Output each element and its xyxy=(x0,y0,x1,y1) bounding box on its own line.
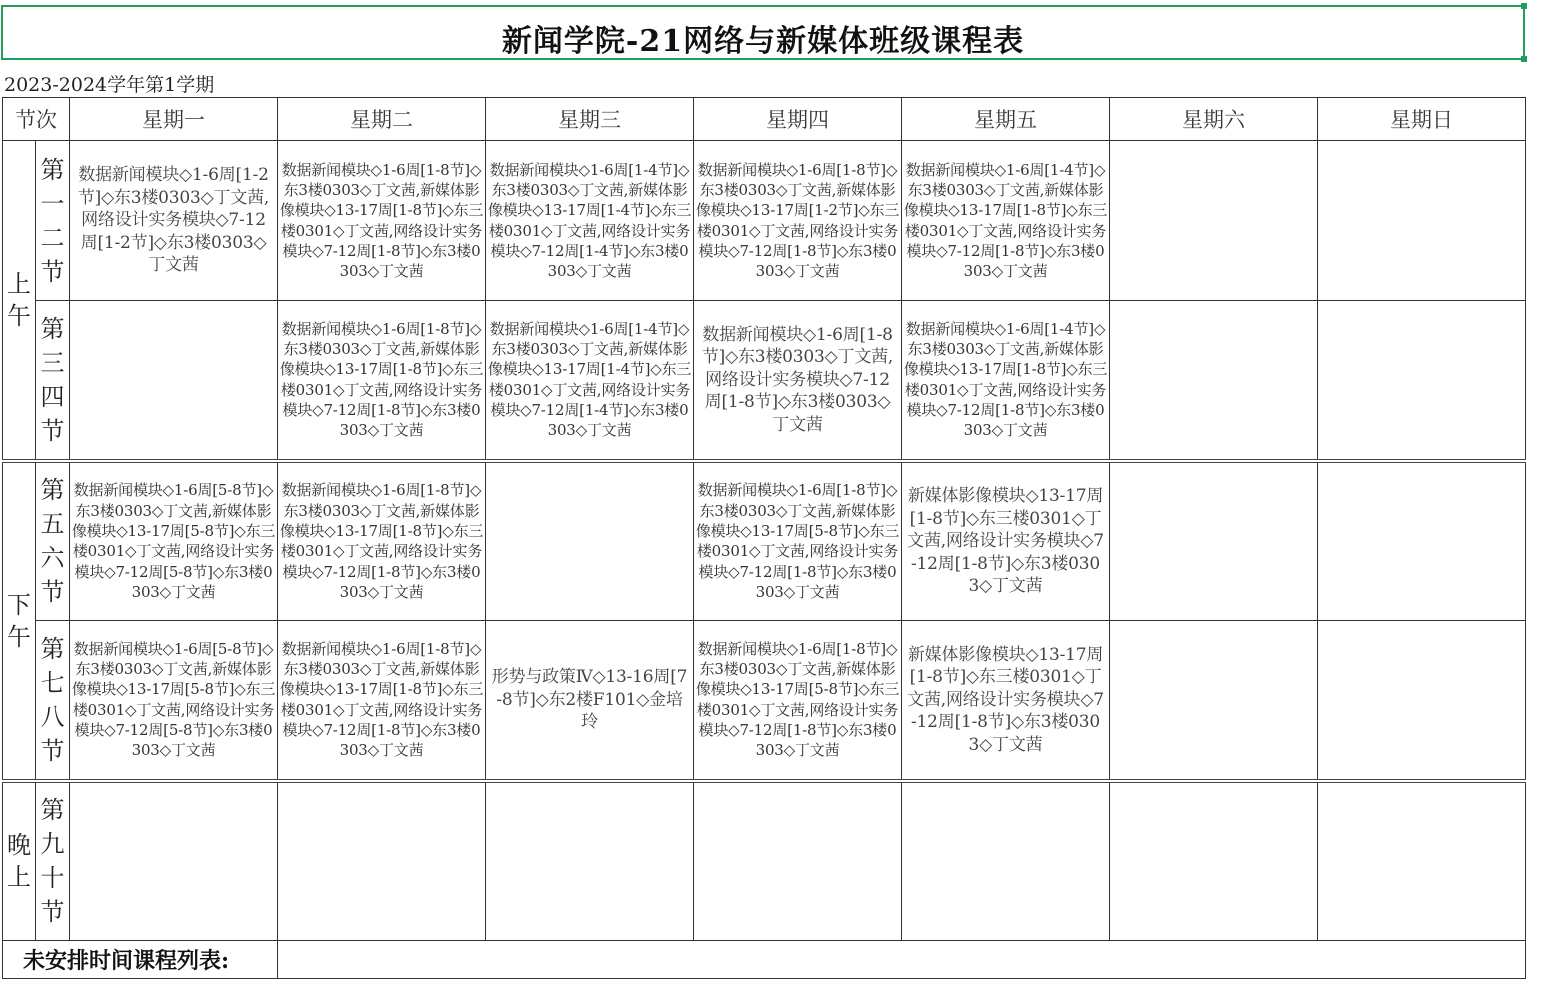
unscheduled-label: 未安排时间课程列表: xyxy=(3,941,278,979)
day-header-tue: 星期二 xyxy=(278,98,486,141)
schedule-table xyxy=(2,97,1526,979)
course-cell[interactable]: 数据新闻模块◇1-6周[1-8节]◇东3楼0303◇丁文茜,网络设计实务模块◇7-12周[1-8节]◇东3楼0303◇丁文茜 xyxy=(694,301,902,461)
course-cell[interactable] xyxy=(1110,461,1318,621)
course-cell[interactable]: 数据新闻模块◇1-6周[1-4节]◇东3楼0303◇丁文茜,新媒体影像模块◇13-17周[1-4节]◇东三楼0301◇丁文茜,网络设计实务模块◇7-12周[1-4节]◇东3楼0303◇丁文茜 xyxy=(486,301,694,461)
course-cell[interactable] xyxy=(70,301,278,461)
course-cell[interactable] xyxy=(486,461,694,621)
course-cell[interactable]: 数据新闻模块◇1-6周[1-8节]◇东3楼0303◇丁文茜,新媒体影像模块◇13-17周[1-8节]◇东三楼0301◇丁文茜,网络设计实务模块◇7-12周[1-8节]◇东3楼0303◇丁文茜 xyxy=(278,621,486,781)
day-header-sat: 星期六 xyxy=(1110,98,1318,141)
period-header: 节次 xyxy=(3,98,70,141)
header-row xyxy=(3,98,1526,141)
course-cell[interactable]: 新媒体影像模块◇13-17周[1-8节]◇东三楼0301◇丁文茜,网络设计实务模块◇7-12周[1-8节]◇东3楼0303◇丁文茜 xyxy=(902,621,1110,781)
day-header-sun: 星期日 xyxy=(1318,98,1526,141)
footer-row xyxy=(3,941,1526,979)
course-cell[interactable]: 数据新闻模块◇1-6周[1-8节]◇东3楼0303◇丁文茜,新媒体影像模块◇13-17周[1-8节]◇东三楼0301◇丁文茜,网络设计实务模块◇7-12周[1-8节]◇东3楼0303◇丁文茜 xyxy=(278,301,486,461)
table-row xyxy=(3,301,1526,461)
period-label: 第七八节 xyxy=(36,621,70,781)
course-cell[interactable] xyxy=(1318,621,1526,781)
day-header-thu: 星期四 xyxy=(694,98,902,141)
selection-handle[interactable] xyxy=(1521,3,1527,9)
day-header-fri: 星期五 xyxy=(902,98,1110,141)
course-cell[interactable] xyxy=(1110,141,1318,301)
course-cell[interactable]: 数据新闻模块◇1-6周[1-4节]◇东3楼0303◇丁文茜,新媒体影像模块◇13-17周[1-4节]◇东三楼0301◇丁文茜,网络设计实务模块◇7-12周[1-4节]◇东3楼0303◇丁文茜 xyxy=(486,141,694,301)
course-cell[interactable]: 数据新闻模块◇1-6周[1-4节]◇东3楼0303◇丁文茜,新媒体影像模块◇13-17周[1-8节]◇东三楼0301◇丁文茜,网络设计实务模块◇7-12周[1-8节]◇东3楼0303◇丁文茜 xyxy=(902,301,1110,461)
table-row xyxy=(3,461,1526,621)
period-label: 第九十节 xyxy=(36,781,70,941)
course-cell[interactable] xyxy=(1318,141,1526,301)
course-cell[interactable]: 数据新闻模块◇1-6周[1-8节]◇东3楼0303◇丁文茜,新媒体影像模块◇13-17周[1-8节]◇东三楼0301◇丁文茜,网络设计实务模块◇7-12周[1-8节]◇东3楼0303◇丁文茜 xyxy=(278,141,486,301)
course-cell[interactable] xyxy=(1318,301,1526,461)
course-cell[interactable]: 新媒体影像模块◇13-17周[1-8节]◇东三楼0301◇丁文茜,网络设计实务模块◇7-12周[1-8节]◇东3楼0303◇丁文茜 xyxy=(902,461,1110,621)
page-title: 新闻学院-21网络与新媒体班级课程表 xyxy=(501,24,1025,59)
course-cell[interactable]: 数据新闻模块◇1-6周[1-8节]◇东3楼0303◇丁文茜,新媒体影像模块◇13-17周[5-8节]◇东三楼0301◇丁文茜,网络设计实务模块◇7-12周[1-8节]◇东3楼0303◇丁文茜 xyxy=(694,461,902,621)
course-cell[interactable] xyxy=(1110,621,1318,781)
course-cell[interactable] xyxy=(1318,461,1526,621)
course-cell[interactable] xyxy=(278,781,486,941)
course-cell[interactable]: 数据新闻模块◇1-6周[5-8节]◇东3楼0303◇丁文茜,新媒体影像模块◇13-17周[5-8节]◇东三楼0301◇丁文茜,网络设计实务模块◇7-12周[5-8节]◇东3楼0303◇丁文茜 xyxy=(70,621,278,781)
day-header-wed: 星期三 xyxy=(486,98,694,141)
course-cell[interactable]: 数据新闻模块◇1-6周[5-8节]◇东3楼0303◇丁文茜,新媒体影像模块◇13-17周[5-8节]◇东三楼0301◇丁文茜,网络设计实务模块◇7-12周[5-8节]◇东3楼0303◇丁文茜 xyxy=(70,461,278,621)
period-label: 第三四节 xyxy=(36,301,70,461)
table-row xyxy=(3,781,1526,941)
course-cell[interactable]: 数据新闻模块◇1-6周[1-8节]◇东3楼0303◇丁文茜,新媒体影像模块◇13-17周[1-8节]◇东三楼0301◇丁文茜,网络设计实务模块◇7-12周[1-8节]◇东3楼0303◇丁文茜 xyxy=(278,461,486,621)
course-cell[interactable] xyxy=(1110,781,1318,941)
course-cell[interactable] xyxy=(1318,781,1526,941)
session-evening: 晚上 xyxy=(3,781,36,941)
course-cell[interactable] xyxy=(70,781,278,941)
course-cell[interactable] xyxy=(902,781,1110,941)
session-morning: 上午 xyxy=(3,141,36,461)
unscheduled-list[interactable] xyxy=(278,941,1526,979)
course-cell[interactable]: 数据新闻模块◇1-6周[1-8节]◇东3楼0303◇丁文茜,新媒体影像模块◇13-17周[5-8节]◇东三楼0301◇丁文茜,网络设计实务模块◇7-12周[1-8节]◇东3楼0303◇丁文茜 xyxy=(694,621,902,781)
course-cell[interactable] xyxy=(1110,301,1318,461)
period-label: 第五六节 xyxy=(36,461,70,621)
course-cell[interactable] xyxy=(694,781,902,941)
course-cell[interactable]: 数据新闻模块◇1-6周[1-8节]◇东3楼0303◇丁文茜,新媒体影像模块◇13-17周[1-2节]◇东三楼0301◇丁文茜,网络设计实务模块◇7-12周[1-8节]◇东3楼0303◇丁文茜 xyxy=(694,141,902,301)
title-box[interactable] xyxy=(1,5,1525,60)
table-row xyxy=(3,141,1526,301)
period-label: 第一二节 xyxy=(36,141,70,301)
course-cell[interactable]: 数据新闻模块◇1-6周[1-4节]◇东3楼0303◇丁文茜,新媒体影像模块◇13-17周[1-8节]◇东三楼0301◇丁文茜,网络设计实务模块◇7-12周[1-8节]◇东3楼0303◇丁文茜 xyxy=(902,141,1110,301)
day-header-mon: 星期一 xyxy=(70,98,278,141)
course-cell[interactable] xyxy=(486,781,694,941)
selection-handle[interactable] xyxy=(1521,56,1527,62)
session-afternoon: 下午 xyxy=(3,461,36,781)
course-cell[interactable]: 形势与政策Ⅳ◇13-16周[7-8节]◇东2楼F101◇金培玲 xyxy=(486,621,694,781)
term-label: 2023-2024学年第1学期 xyxy=(4,74,215,96)
table-row xyxy=(3,621,1526,781)
course-cell[interactable]: 数据新闻模块◇1-6周[1-2节]◇东3楼0303◇丁文茜,网络设计实务模块◇7-12周[1-2节]◇东3楼0303◇丁文茜 xyxy=(70,141,278,301)
